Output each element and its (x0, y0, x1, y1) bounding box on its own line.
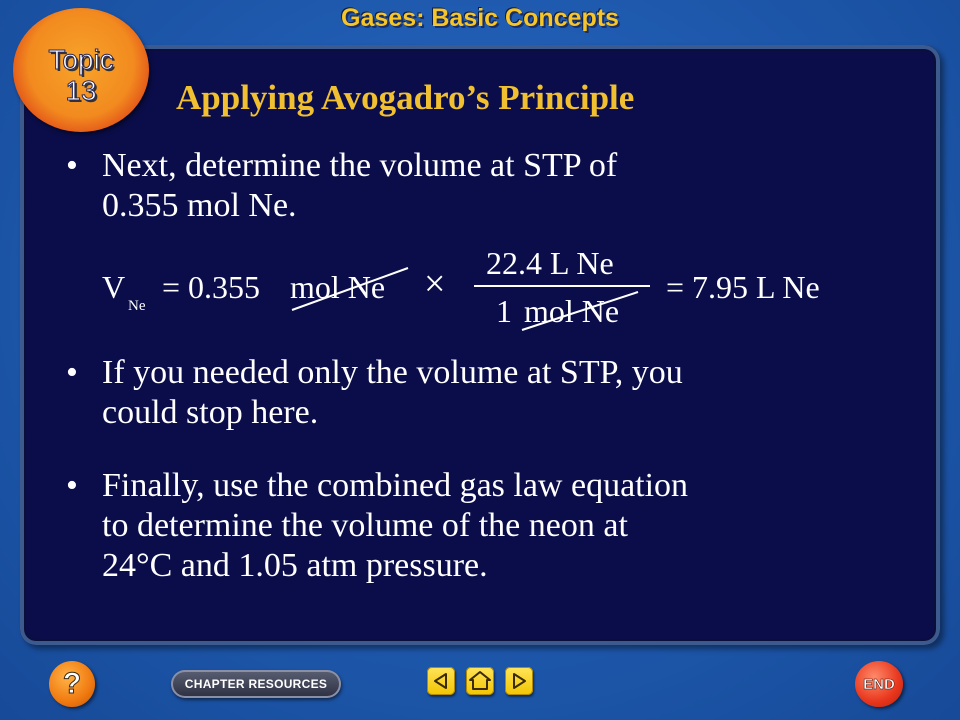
bullet-1-line-1: Next, determine the volume at STP of (102, 147, 618, 184)
avogadro-equation (96, 240, 876, 340)
bullet-dot: • (66, 354, 78, 391)
chapter-header: Gases: Basic Concepts (341, 4, 619, 32)
slide-title: Applying Avogadro’s Principle (176, 78, 635, 117)
bullet-3-line-1: Finally, use the combined gas law equation (102, 467, 689, 504)
topic-number: 13 (65, 75, 97, 106)
equation-quantity: = 0.355 (162, 269, 261, 305)
next-button[interactable] (505, 667, 533, 695)
bullet-1-line-2: 0.355 mol Ne. (102, 187, 297, 224)
equation-denominator-number: 1 (496, 293, 512, 329)
home-icon (466, 667, 494, 695)
equation-lhs-variable: V (102, 269, 126, 305)
bullet-dot: • (66, 467, 78, 504)
chapter-resources-button[interactable]: CHAPTER RESOURCES (171, 670, 341, 698)
bullet-2-line-2: could stop here. (102, 394, 319, 431)
equation-lhs-subscript: Ne (128, 298, 146, 314)
bullet-dot: • (66, 147, 78, 184)
home-button[interactable] (466, 667, 494, 695)
bullet-3-line-2: to determine the volume of the neon at (102, 507, 628, 544)
multiply-sign: × (424, 263, 446, 305)
question-mark-icon: ? (62, 667, 82, 700)
arrow-right-icon (505, 667, 533, 695)
bullet-3-line-3: 24°C and 1.05 atm pressure. (102, 547, 488, 584)
equation-numerator: 22.4 L Ne (486, 245, 614, 281)
equation-denominator-unit: mol Ne (524, 293, 620, 329)
topic-badge-text (13, 44, 149, 106)
help-button[interactable] (49, 661, 95, 707)
topic-label: Topic (48, 44, 114, 75)
equation-cancelled-unit: mol Ne (290, 269, 386, 305)
previous-button[interactable] (427, 667, 455, 695)
equation-result: = 7.95 L Ne (666, 269, 820, 305)
arrow-left-icon (427, 667, 455, 695)
bullet-2-line-1: If you needed only the volume at STP, you (102, 354, 683, 391)
end-button[interactable]: END (855, 661, 903, 707)
topic-badge (13, 8, 149, 132)
